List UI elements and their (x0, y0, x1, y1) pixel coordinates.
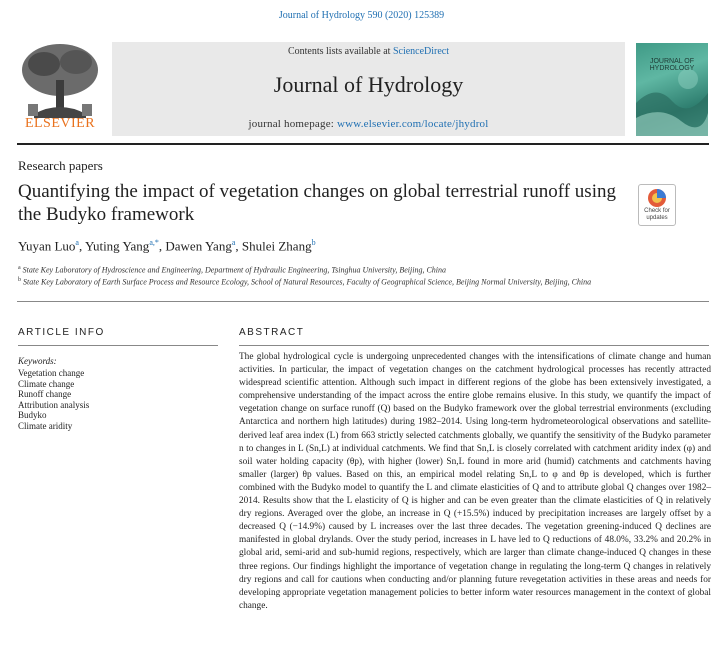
abstract-heading: ABSTRACT (239, 327, 305, 338)
journal-citation[interactable]: Journal of Hydrology 590 (2020) 125389 (278, 10, 445, 21)
author-name[interactable]: Shulei Zhang (241, 238, 312, 254)
contents-line (112, 46, 625, 57)
author-name[interactable]: Yuting Yang (85, 238, 150, 254)
keyword: Budyko (18, 410, 47, 421)
abstract-text: The global hydrological cycle is undergoing unprecedented changes with the intensifications of climate change and human activities. In particular, the impact of vegetation changes on the catchment hydrological processes has recently attracted widespread scientific attention. Although such impact in different regions of the globe has been extensively investigated, a comprehensive understanding of the impact across the entire globe remains elusive. In this study, we quantify the impact of vegetation change on surface runoff (Q) based on the Budyko framework over the global terrestrial environments (excluding Antarctica and northern high latitudes) during 1982–2014. Using long-term hydrometeorological observations and satellite-derived leaf area index (L) from 663 strictly selected catchments globally, we quantify the sensitivity of the Budyko parameter n to changes in L (Sn,L) at individual catchments. We find that Sn,L is closely correlated with catchment aridity index (φ) and soil water holding capacity (θp), with higher (lower) Sn,L found in more arid (humid) catchments and catchments having smaller (larger) θp values. Based on this, an empirical model relating Sn,L to φ and θp is developed, which is further combined with the Budyko model to quantify the L and climate elasticities of Q and to attribute global Q changes over 1982–2014. Results show that the L elasticity of Q is higher and can be even greater than the climate elasticities of Q in relatively dry regions. Averaged over the globe, an increase in Q (+15.5%) induced by precipitation increases are largely offset by a decreased Q (−14.9%) caused by L increases over the last three decades. The vegetation greening-induced Q declines are manifested in global drylands. Over the study period, increases in L have led to Q reductions of 48.0%, 33.2% and 20.2% in global arid, semi-arid and sub-humid regions, respectively, which are larger than climate change-induced Q changes in these three regions. Our findings highlight the importance of vegetation change in regulating the long-term Q changes in relatively dry regions and call for cautions when conducting and/or planning future revegetation activities in these areas and needs for developing appropriate vegetation management policies to better inform water resources management in the context of global change. (239, 352, 711, 611)
author-name[interactable]: Dawen Yang (165, 238, 232, 254)
article-info-heading: ARTICLE INFO (18, 327, 105, 338)
keywords-label: Keywords: (18, 356, 57, 366)
divider (17, 301, 709, 302)
keyword: Attribution analysis (18, 399, 90, 410)
article-info-rule (18, 345, 218, 346)
sciencedirect-link[interactable]: ScienceDirect (392, 46, 450, 57)
author-list: Yuyan Luo$^a$, Yuting Yang$^{a,*}$, Dawen Yang$^a$, Shulei Zhang$^b$ (18, 238, 316, 254)
article-title: Quantifying the impact of vegetation changes on global terrestrial runoff using the Budyko framework (18, 181, 616, 225)
author-mark[interactable]: b (311, 238, 316, 247)
author-mark[interactable]: a (75, 238, 79, 247)
author-name[interactable]: Yuyan Luo (18, 238, 76, 254)
contents-prefix: Contents lists available at (287, 46, 391, 57)
keyword: Vegetation change (18, 368, 85, 378)
journal-cover[interactable] (636, 43, 708, 136)
author-mark[interactable]: a,* (149, 238, 159, 247)
author-mark[interactable]: a (231, 238, 236, 247)
affiliation-mark: b (18, 277, 21, 283)
homepage-prefix: journal homepage: (248, 118, 335, 130)
keyword: Climate aridity (18, 420, 73, 431)
journal-title: Journal of Hydrology (273, 72, 464, 97)
check-updates-line1: Check for (644, 208, 670, 214)
check-updates-line2: updates (646, 215, 668, 221)
elsevier-wordmark: ELSEVIER (24, 116, 96, 131)
abstract-rule (239, 345, 709, 346)
affiliation-mark: a (18, 265, 21, 271)
keyword: Climate change (18, 378, 75, 389)
homepage-line (112, 118, 625, 130)
article-section: Research papers (18, 158, 103, 173)
check-updates-label (638, 208, 676, 222)
homepage-link[interactable]: www.elsevier.com/locate/jhydrol (337, 118, 489, 130)
keyword: Runoff change (18, 389, 72, 400)
affiliation (18, 263, 708, 276)
affiliation-text: State Key Laboratory of Earth Surface Process and Resource Ecology, School of Natural Resources, Faculty of Geographical Science, Beijing Normal University, Beijing, China (23, 277, 592, 287)
affiliation-text: State Key Laboratory of Hydroscience and Engineering, Department of Hydraulic Engineering, Tsinghua University, Beijing, China (22, 265, 447, 275)
affiliation (18, 275, 708, 288)
cover-title: JOURNAL OF HYDROLOGY (649, 58, 695, 72)
check-updates-icon (639, 185, 675, 209)
header-rule (17, 143, 709, 145)
keywords-list (18, 368, 89, 432)
cover-art (636, 43, 708, 136)
